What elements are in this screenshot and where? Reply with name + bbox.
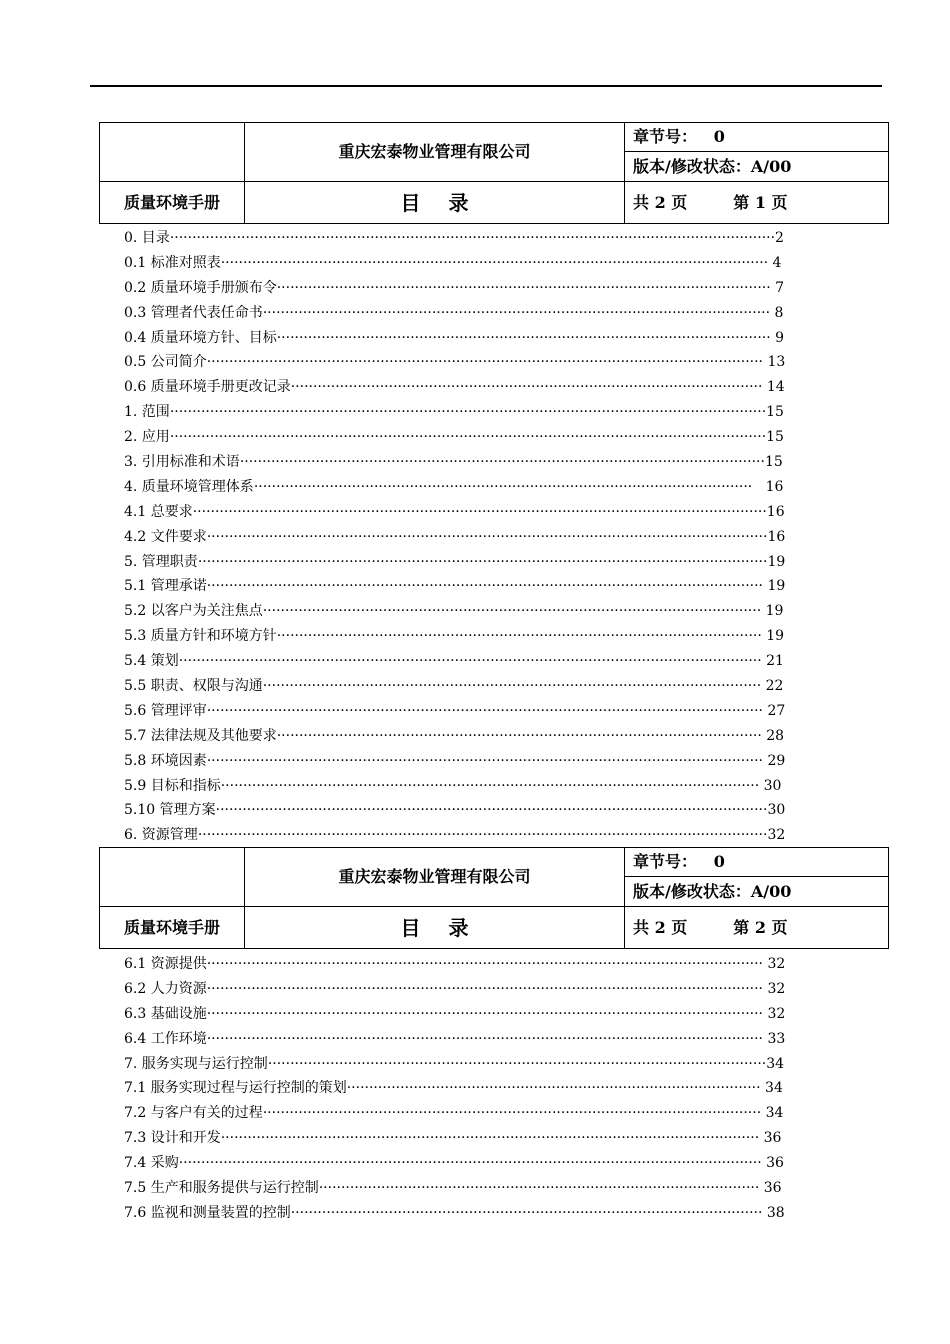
- manual-title: 质量环境手册: [100, 907, 245, 949]
- toc-entry-page: 2: [775, 230, 784, 246]
- toc-dot-leader: ················································································································: [253, 478, 753, 495]
- toc-entry: [124, 276, 804, 301]
- toc-entry-page: 32: [763, 980, 786, 997]
- toc-dot-leader: ················································································································: [262, 1105, 762, 1122]
- toc-entry-page: 36: [759, 1130, 782, 1147]
- toc-entry-label: 5.3 质量方针和环境方针: [124, 628, 277, 645]
- toc-entry: [124, 475, 804, 500]
- toc-entry-label: 5.5 职责、权限与沟通: [124, 678, 263, 695]
- toc-entry-page: 14: [762, 379, 785, 396]
- toc-entry-page: 28: [761, 727, 785, 744]
- toc-entry: [124, 649, 804, 674]
- toc-entry-page: 15: [766, 429, 784, 446]
- toc-entry-page: 21: [761, 653, 784, 670]
- company-name: 重庆宏泰物业管理有限公司: [245, 848, 625, 907]
- toc-entry: [124, 823, 804, 848]
- toc-dot-leader: ······································································································································: [169, 404, 767, 421]
- toc-entry-label: 7.4 采购: [124, 1155, 179, 1172]
- toc-entry-label: 5.1 管理承诺: [124, 578, 207, 595]
- toc-entry: [124, 1002, 804, 1027]
- toc-entry-label: 0.2 质量环境手册颁布令: [124, 279, 277, 296]
- toc-dot-leader: ·····························································································································: [206, 354, 763, 371]
- toc-entry-label: 5.6 管理评审: [124, 702, 207, 719]
- toc-entry-page: 34: [760, 1080, 783, 1097]
- toc-list-page-1: [124, 226, 804, 848]
- toc-entry-label: 5.8 环境因素: [124, 752, 207, 769]
- manual-title: 质量环境手册: [100, 182, 245, 224]
- toc-entry-label: 4. 质量环境管理体系: [124, 478, 254, 495]
- toc-entry-label: 6. 资源管理: [124, 827, 198, 844]
- toc-dot-leader: ···························································································································: [220, 254, 769, 271]
- toc-entry: [124, 1101, 804, 1126]
- toc-dot-leader: ················································································································: [267, 1055, 767, 1072]
- toc-entry-page: 34: [766, 1055, 785, 1072]
- toc-entry-page: 16: [752, 478, 784, 495]
- toc-entry-label: 0. 目录: [124, 230, 170, 246]
- chapter-cell: 章节号： 0: [625, 123, 889, 152]
- toc-dot-leader: ·············································································································: [276, 727, 762, 744]
- toc-entry: [124, 952, 804, 977]
- toc-entry-page: 32: [763, 1005, 786, 1022]
- toc-entry: [124, 1076, 804, 1101]
- toc-entry-page: 30: [759, 777, 782, 794]
- toc-entry: [124, 1176, 804, 1201]
- toc-entry-page: 34: [761, 1105, 784, 1122]
- toc-entry-label: 1. 范围: [124, 404, 170, 421]
- toc-entry-page: 16: [767, 528, 786, 545]
- toc-entry: [124, 749, 804, 774]
- toc-entry: [124, 1201, 804, 1226]
- toc-dot-leader: ····························································································································: [215, 802, 768, 819]
- toc-dot-leader: ·····························································································································: [206, 752, 763, 769]
- toc-dot-leader: ······························································································································: [206, 528, 768, 545]
- toc-entry-label: 7.1 服务实现过程与运行控制的策划: [124, 1080, 347, 1097]
- toc-dot-leader: ···································································································································: [178, 653, 762, 670]
- toc-entry-label: 0.1 标准对照表: [124, 254, 221, 271]
- toc-entry-page: 36: [761, 1155, 784, 1172]
- toc-entry: [124, 375, 804, 400]
- toc-dot-leader: ···································································································································: [178, 1155, 762, 1172]
- toc-entry-label: 7.6 监视和测量装置的控制: [124, 1204, 291, 1221]
- toc-entry-label: 5.10 管理方案: [124, 802, 216, 819]
- toc-entry-page: 9: [770, 329, 785, 346]
- toc-entry-label: 0.4 质量环境方针、目标: [124, 329, 277, 346]
- toc-entry-label: 0.5 公司简介: [124, 354, 207, 371]
- toc-entry-label: 0.6 质量环境手册更改记录: [124, 379, 291, 396]
- toc-entry: [124, 977, 804, 1002]
- toc-dot-leader: ··········································································································: [290, 1204, 763, 1221]
- toc-dot-leader: ·····························································································································: [206, 956, 763, 972]
- toc-dot-leader: ·····························································································································: [206, 1030, 763, 1047]
- toc-entry-label: 6.1 资源提供: [124, 956, 207, 972]
- toc-entry-page: 27: [763, 702, 786, 719]
- toc-dot-leader: ··········································································································: [290, 379, 763, 396]
- page-header-2: [99, 847, 889, 949]
- toc-entry: [124, 350, 804, 375]
- toc-entry: [124, 599, 804, 624]
- toc-entry: [124, 450, 804, 475]
- toc-entry-page: 7: [770, 279, 785, 296]
- toc-entry: [124, 574, 804, 599]
- version-cell: 版本/修改状态：A/00: [625, 152, 889, 182]
- toc-entry: [124, 774, 804, 799]
- toc-entry-page: 19: [761, 603, 784, 620]
- toc-dot-leader: ······················································································································: [239, 454, 765, 471]
- toc-dot-leader: ···············································································································: [276, 279, 771, 296]
- toc-entry-label: 2. 应用: [124, 429, 170, 446]
- company-name: 重庆宏泰物业管理有限公司: [245, 123, 625, 182]
- toc-entry: [124, 798, 804, 823]
- toc-entry-page: 19: [763, 578, 786, 595]
- toc-entry: [124, 624, 804, 649]
- section-title: 目 录: [245, 907, 625, 949]
- toc-entry-label: 0.3 管理者代表任命书: [124, 304, 263, 321]
- toc-entry-page: 16: [766, 503, 785, 520]
- toc-entry-page: 19: [761, 628, 785, 645]
- toc-entry: [124, 1126, 804, 1151]
- toc-entry-label: 3. 引用标准和术语: [124, 454, 240, 471]
- toc-entry-label: 5.9 目标和指标: [124, 777, 221, 794]
- toc-dot-leader: ·····························································································································: [206, 702, 763, 719]
- toc-dot-leader: ·····························································································································: [206, 578, 763, 595]
- toc-entry-label: 7.5 生产和服务提供与运行控制: [124, 1180, 319, 1197]
- toc-entry-page: 30: [767, 802, 786, 819]
- toc-entry-page: 13: [763, 354, 786, 371]
- toc-entry-label: 7.3 设计和开发: [124, 1130, 221, 1147]
- toc-entry-page: 32: [763, 956, 786, 972]
- toc-entry-label: 6.4 工作环境: [124, 1030, 207, 1047]
- toc-entry: [124, 301, 804, 326]
- toc-dot-leader: ··················································································································: [262, 304, 771, 321]
- toc-entry-page: 36: [759, 1180, 782, 1197]
- toc-entry-label: 7.2 与客户有关的过程: [124, 1105, 263, 1122]
- toc-entry: [124, 326, 804, 351]
- toc-entry: [124, 500, 804, 525]
- toc-dot-leader: ·····························································································································: [206, 980, 763, 997]
- toc-entry-page: 19: [767, 553, 786, 570]
- version-cell: 版本/修改状态：A/00: [625, 877, 889, 907]
- toc-entry-label: 6.3 基础设施: [124, 1005, 207, 1022]
- toc-entry: [124, 400, 804, 425]
- toc-entry-page: 32: [767, 827, 786, 844]
- toc-entry: [124, 550, 804, 575]
- toc-dot-leader: ·························································································································: [220, 777, 760, 794]
- toc-dot-leader: ········································································································································: [169, 230, 776, 246]
- section-title: 目 录: [245, 182, 625, 224]
- chapter-cell: 章节号： 0: [625, 848, 889, 877]
- toc-entry-page: 4: [768, 254, 782, 271]
- toc-entry-page: 38: [762, 1204, 785, 1221]
- toc-entry: [124, 699, 804, 724]
- toc-entry-label: 5.7 法律法规及其他要求: [124, 727, 277, 744]
- page-count-cell: 共 2 页 第 1 页: [625, 182, 889, 224]
- toc-entry-label: 4.1 总要求: [124, 503, 193, 520]
- page-count-cell: 共 2 页 第 2 页: [625, 907, 889, 949]
- toc-entry-label: 5.2 以客户为关注焦点: [124, 603, 263, 620]
- toc-entry-label: 4.2 文件要求: [124, 528, 207, 545]
- toc-entry-page: 22: [761, 678, 784, 695]
- toc-entry: [124, 251, 804, 276]
- toc-dot-leader: ································································································································: [197, 553, 768, 570]
- toc-dot-leader: ·································································································································: [192, 503, 767, 520]
- toc-entry: [124, 1027, 804, 1052]
- toc-entry-label: 5. 管理职责: [124, 553, 198, 570]
- toc-dot-leader: ································································································································: [197, 827, 768, 844]
- toc-dot-leader: ·············································································································: [276, 628, 762, 645]
- header-blank-cell: [100, 848, 245, 907]
- toc-dot-leader: ···································································································: [318, 1180, 760, 1197]
- toc-dot-leader: ················································································································: [262, 678, 762, 695]
- page-header-1: [99, 122, 889, 224]
- toc-list-page-2: [124, 952, 804, 1226]
- toc-entry-page: 15: [764, 454, 783, 471]
- toc-entry-page: 29: [763, 752, 786, 769]
- toc-dot-leader: ················································································································: [262, 603, 762, 620]
- toc-entry: [124, 1151, 804, 1176]
- toc-entry: [124, 525, 804, 550]
- toc-dot-leader: ·····························································································: [346, 1080, 761, 1097]
- header-blank-cell: [100, 123, 245, 182]
- toc-entry-label: 6.2 人力资源: [124, 980, 207, 997]
- toc-entry: [124, 425, 804, 450]
- top-rule: [90, 85, 882, 87]
- toc-entry-page: 33: [763, 1030, 786, 1047]
- toc-entry-page: 15: [766, 404, 784, 421]
- toc-entry-label: 7. 服务实现与运行控制: [124, 1055, 268, 1072]
- toc-entry: [124, 724, 804, 749]
- toc-dot-leader: ······································································································································: [169, 429, 767, 446]
- toc-entry: [124, 1052, 804, 1077]
- toc-entry: [124, 674, 804, 699]
- toc-entry-page: 8: [770, 304, 784, 321]
- toc-entry: [124, 226, 804, 251]
- toc-dot-leader: ·························································································································: [220, 1130, 760, 1147]
- toc-dot-leader: ···············································································································: [276, 329, 771, 346]
- toc-entry-label: 5.4 策划: [124, 653, 179, 670]
- toc-dot-leader: ·····························································································································: [206, 1005, 763, 1022]
